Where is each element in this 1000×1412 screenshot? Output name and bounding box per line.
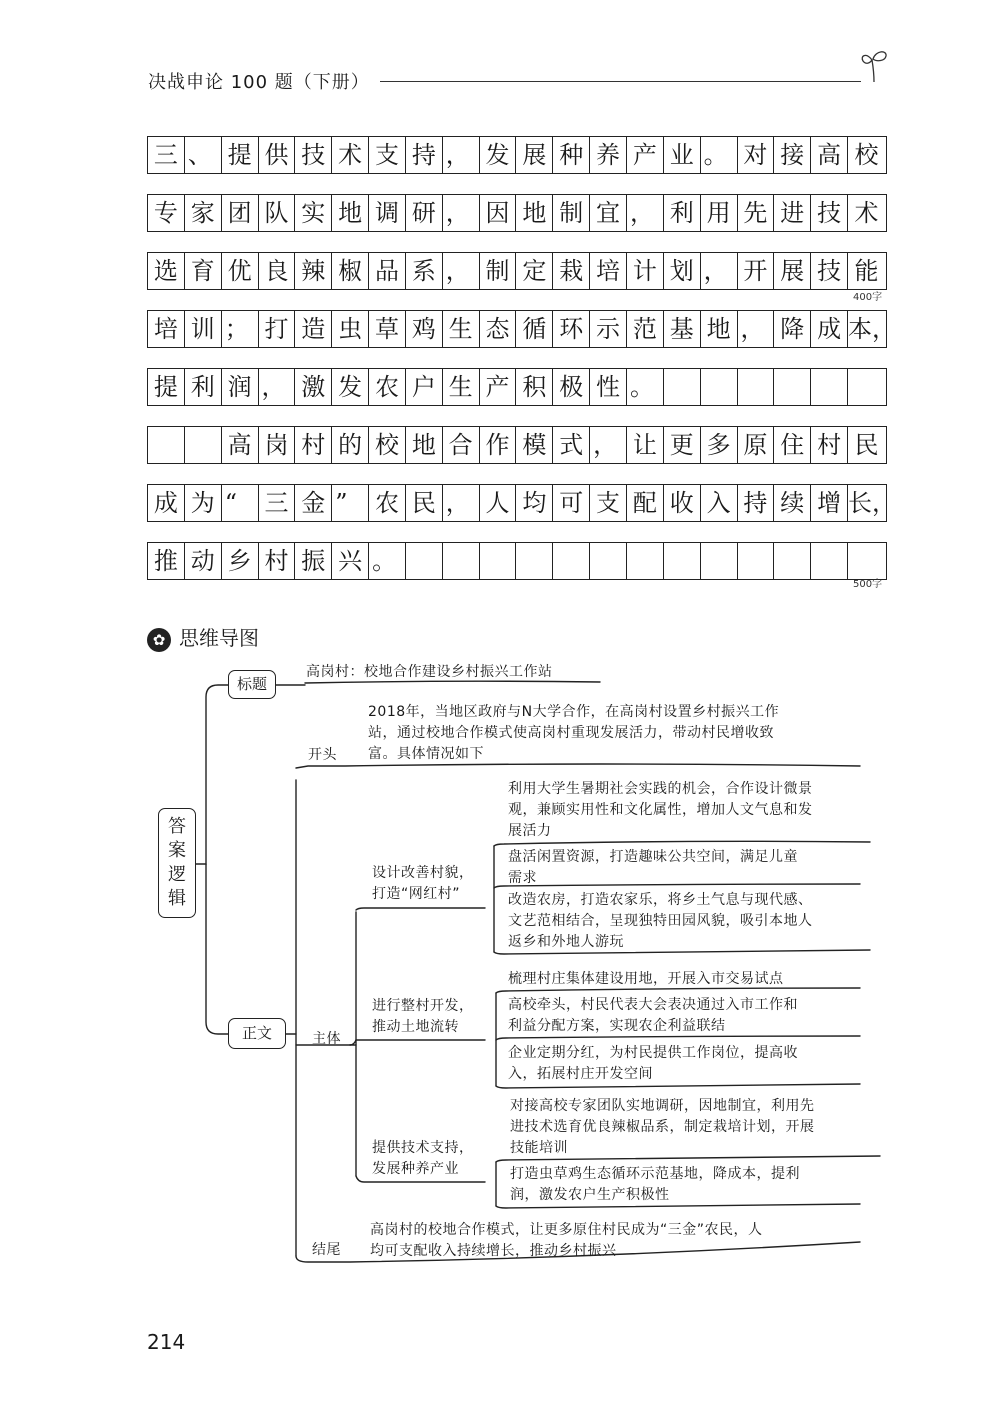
grid-cell: 育 — [185, 253, 222, 289]
grid-cell: 合 — [443, 427, 480, 463]
grid-cell: 高 — [222, 427, 259, 463]
grid-cell: 队 — [259, 195, 296, 231]
text-line: 盘活闲置资源，打造趣味公共空间，满足儿童 — [508, 849, 798, 865]
grid-cell: 制 — [480, 253, 517, 289]
grid-cell: 民 — [406, 485, 443, 521]
grid-cell: 研 — [406, 195, 443, 231]
grid-cell: 因 — [480, 195, 517, 231]
grid-cell: 制 — [553, 195, 590, 231]
text-line: 返乡和外地人游玩 — [508, 934, 624, 950]
grid-cell: 极 — [553, 369, 590, 405]
grid-cell: 调 — [369, 195, 406, 231]
grid-cell: 技 — [295, 137, 332, 173]
grid-cell: 地 — [406, 427, 443, 463]
grid-cell: 作 — [480, 427, 517, 463]
grid-cell: 地 — [516, 195, 553, 231]
main-label: 主体 — [312, 1031, 341, 1047]
grid-cell: 能 — [854, 257, 879, 285]
grid-cell: 持 — [406, 137, 443, 173]
branch-item — [508, 779, 813, 842]
grid-cell: “ — [222, 485, 259, 521]
text-line: 高校牵头，村民代表大会表决通过入市工作和 — [508, 997, 798, 1013]
grid-cell: 长， — [848, 489, 897, 517]
grid-cell: 村 — [811, 427, 848, 463]
grid-cell: 农 — [369, 485, 406, 521]
grid-cell: 产 — [480, 369, 517, 405]
root-char: 答 — [168, 816, 186, 837]
text-line: 发展种养产业 — [372, 1161, 459, 1177]
grid-cell: 态 — [480, 311, 517, 347]
grid-cell: 利 — [185, 369, 222, 405]
text-line: 展活力 — [508, 823, 552, 839]
grid-cell: 发 — [480, 137, 517, 173]
grid-cell: 可 — [553, 485, 590, 521]
text-line: 对接高校专家团队实地调研，因地制宜，利用先 — [510, 1098, 815, 1114]
opening-label: 开头 — [308, 747, 337, 763]
grid-cell: 乡 — [222, 543, 259, 579]
root-char: 逻 — [168, 864, 186, 885]
root-label — [159, 809, 195, 911]
text-line: 富。具体情况如下 — [368, 746, 484, 762]
grid-cell: 积 — [516, 369, 553, 405]
title-text: 高岗村：校地合作建设乡村振兴工作站 — [306, 664, 553, 680]
grid-cell: 式 — [553, 427, 590, 463]
grid-cell: 培 — [148, 311, 185, 347]
root-char: 辑 — [168, 888, 186, 909]
grid-cell: 打 — [259, 311, 296, 347]
grid-cell: 续 — [774, 485, 811, 521]
grid-cell: 地 — [332, 195, 369, 231]
grid-cell: 住 — [774, 427, 811, 463]
grid-cell: 计 — [627, 253, 664, 289]
grid-cell: 支 — [369, 137, 406, 173]
grid-cell: 本， — [848, 315, 897, 343]
grid-cell: 基 — [664, 311, 701, 347]
grid-cell: 模 — [516, 427, 553, 463]
grid-cell: 。 — [627, 369, 664, 405]
text-line: 高岗村的校地合作模式，让更多原住村民成为“三金”农民，人 — [370, 1222, 763, 1238]
grid-cell: 发 — [332, 369, 369, 405]
branch-label-land-transfer — [372, 996, 474, 1038]
text-line: 利用大学生暑期社会实践的机会，合作设计微景 — [508, 781, 813, 797]
grid-cell: 成 — [811, 311, 848, 347]
grid-cell: ， — [259, 369, 296, 405]
grid-cell: 配 — [627, 485, 664, 521]
word-count-400: 400字 — [853, 292, 883, 303]
grid-cell: 村 — [259, 543, 296, 579]
title-node: 标题 — [228, 670, 276, 699]
flower-icon: ✿ — [147, 628, 171, 652]
grid-cell: 性 — [590, 369, 627, 405]
text-line: 设计改善村貌， — [372, 865, 474, 881]
grid-cell: 实 — [295, 195, 332, 231]
grid-cell: 术 — [854, 199, 879, 227]
branch-label-tech-support — [372, 1138, 474, 1180]
grid-cell: 降 — [774, 311, 811, 347]
grid-cell: 展 — [774, 253, 811, 289]
grid-cell: 环 — [553, 311, 590, 347]
grid-cell: 岗 — [259, 427, 296, 463]
grid-cell: 入 — [701, 485, 738, 521]
grid-cell: 农 — [369, 369, 406, 405]
grid-cell: 椒 — [332, 253, 369, 289]
grid-cell: 校 — [854, 141, 879, 169]
text-line: 进技术选育优良辣椒品系，制定栽培计划，开展 — [510, 1119, 815, 1135]
branch-item — [508, 847, 798, 889]
grid-cell: 均 — [516, 485, 553, 521]
grid-cell: 的 — [332, 427, 369, 463]
text-line: 2018年，当地区政府与N大学合作，在高岗村设置乡村振兴工作 — [368, 704, 780, 720]
grid-cell: 兴 — [332, 543, 369, 579]
grid-cell: 对 — [738, 137, 775, 173]
text-line: 打造虫草鸡生态循环示范基地，降成本，提利 — [510, 1166, 800, 1182]
grid-cell: 养 — [590, 137, 627, 173]
text-line: 文艺范相结合，呈现独特田园风貌，吸引本地人 — [508, 913, 813, 929]
book-title: 决战申论 100 题（下册） — [148, 72, 370, 93]
text-line: 企业定期分红，为村民提供工作岗位，提高收 — [508, 1045, 798, 1061]
grid-cell: 训 — [185, 311, 222, 347]
text-line: 均可支配收入持续增长，推动乡村振兴 — [370, 1243, 617, 1259]
grid-cell: 选 — [148, 253, 185, 289]
grid-cell: 先 — [738, 195, 775, 231]
grid-cell: 业 — [664, 137, 701, 173]
grid-cell: ， — [590, 427, 627, 463]
text-line: 提供技术支持， — [372, 1140, 474, 1156]
grid-cell: 产 — [627, 137, 664, 173]
text-line: 梳理村庄集体建设用地，开展入市交易试点 — [508, 971, 784, 987]
body-node: 正文 — [228, 1018, 286, 1049]
grid-cell: ； — [222, 311, 259, 347]
grid-cell: 民 — [854, 431, 879, 459]
grid-cell: 收 — [664, 485, 701, 521]
grid-cell: ， — [443, 137, 480, 173]
grid-cell: 接 — [774, 137, 811, 173]
grid-cell: 支 — [590, 485, 627, 521]
branch-item — [508, 969, 784, 990]
grid-cell: 。 — [701, 137, 738, 173]
grid-cell: ， — [701, 253, 738, 289]
grid-cell: 三 — [148, 137, 185, 173]
word-count-500: 500字 — [853, 579, 883, 590]
grid-cell: 地 — [701, 311, 738, 347]
grid-cell: 振 — [295, 543, 332, 579]
grid-cell: 系 — [406, 253, 443, 289]
grid-cell: 成 — [148, 485, 185, 521]
grid-cell: ， — [443, 485, 480, 521]
grid-cell: 展 — [516, 137, 553, 173]
grid-cell: ， — [627, 195, 664, 231]
page-number: 214 — [147, 1330, 186, 1354]
grid-cell: 技 — [811, 195, 848, 231]
grid-cell: 原 — [738, 427, 775, 463]
grid-cell: 专 — [148, 195, 185, 231]
grid-cell: 推 — [148, 543, 185, 579]
grid-cell: 更 — [664, 427, 701, 463]
grid-cell: 优 — [222, 253, 259, 289]
grid-cell: 让 — [627, 427, 664, 463]
grid-cell: 动 — [185, 543, 222, 579]
grid-cell: 生 — [443, 369, 480, 405]
grid-cell: 术 — [332, 137, 369, 173]
grid-cell: 持 — [738, 485, 775, 521]
grid-cell: 、 — [185, 137, 222, 173]
grid-cell: 用 — [701, 195, 738, 231]
ending-text — [370, 1220, 763, 1262]
grid-cell: 栽 — [553, 253, 590, 289]
grid-cell: 草 — [369, 311, 406, 347]
grid-cell: 户 — [406, 369, 443, 405]
grid-cell: ” — [332, 485, 369, 521]
grid-cell: 种 — [553, 137, 590, 173]
grid-cell: 范 — [627, 311, 664, 347]
grid-cell: 进 — [774, 195, 811, 231]
text-line: 推动土地流转 — [372, 1019, 459, 1035]
grid-cell: 三 — [259, 485, 296, 521]
grid-cell: 定 — [516, 253, 553, 289]
branch-item — [510, 1164, 800, 1206]
text-line: 需求 — [508, 870, 537, 886]
grid-cell: 技 — [811, 253, 848, 289]
grid-cell: 辣 — [295, 253, 332, 289]
text-line: 技能培训 — [510, 1140, 568, 1156]
grid-cell: 增 — [811, 485, 848, 521]
grid-cell: 校 — [369, 427, 406, 463]
text-line: 润，激发农户生产积极性 — [510, 1187, 670, 1203]
grid-cell: 示 — [590, 311, 627, 347]
grid-cell: 提 — [148, 369, 185, 405]
grid-cell: 开 — [738, 253, 775, 289]
branch-item — [508, 995, 798, 1037]
text-line: 观，兼顾实用性和文化属性，增加人文气息和发 — [508, 802, 813, 818]
text-line: 进行整村开发， — [372, 998, 474, 1014]
root-node — [158, 808, 196, 918]
branch-label-village-design — [372, 863, 474, 905]
grid-cell: 为 — [185, 485, 222, 521]
root-char: 案 — [168, 840, 186, 861]
grid-cell: ， — [443, 195, 480, 231]
grid-cell: ， — [738, 311, 775, 347]
grid-cell: 。 — [369, 543, 406, 579]
text-line: 入，拓展村庄开发空间 — [508, 1066, 653, 1082]
grid-cell: 良 — [259, 253, 296, 289]
grid-cell: ， — [443, 253, 480, 289]
grid-cell: 激 — [295, 369, 332, 405]
grid-cell: 润 — [222, 369, 259, 405]
grid-cell: 生 — [443, 311, 480, 347]
ending-label: 结尾 — [312, 1242, 341, 1258]
grid-cell: 造 — [295, 311, 332, 347]
grid-cell: 划 — [664, 253, 701, 289]
grid-cell: 团 — [222, 195, 259, 231]
branch-item — [508, 1043, 798, 1085]
grid-cell: 多 — [701, 427, 738, 463]
grid-cell: 金 — [295, 485, 332, 521]
grid-cell: 虫 — [332, 311, 369, 347]
text-line: 利益分配方案，实现农企利益联结 — [508, 1018, 726, 1034]
grid-cell: 人 — [480, 485, 517, 521]
section-title-text: 思维导图 — [179, 626, 259, 650]
grid-cell: 村 — [295, 427, 332, 463]
text-line: 改造农房，打造农家乐，将乡土气息与现代感、 — [508, 892, 813, 908]
grid-cell: 提 — [222, 137, 259, 173]
grid-cell: 供 — [259, 137, 296, 173]
grid-cell: 利 — [664, 195, 701, 231]
grid-cell: 宜 — [590, 195, 627, 231]
grid-cell: 鸡 — [406, 311, 443, 347]
grid-cell: 循 — [516, 311, 553, 347]
grid-cell: 品 — [369, 253, 406, 289]
grid-cell: 高 — [811, 137, 848, 173]
branch-item — [510, 1096, 815, 1159]
grid-cell: 培 — [590, 253, 627, 289]
opening-text — [368, 702, 779, 765]
text-line: 站，通过校地合作模式使高岗村重现发展活力，带动村民增收致 — [368, 725, 774, 741]
branch-item — [508, 890, 813, 953]
grid-cell: 家 — [185, 195, 222, 231]
text-line: 打造“网红村” — [372, 886, 461, 902]
